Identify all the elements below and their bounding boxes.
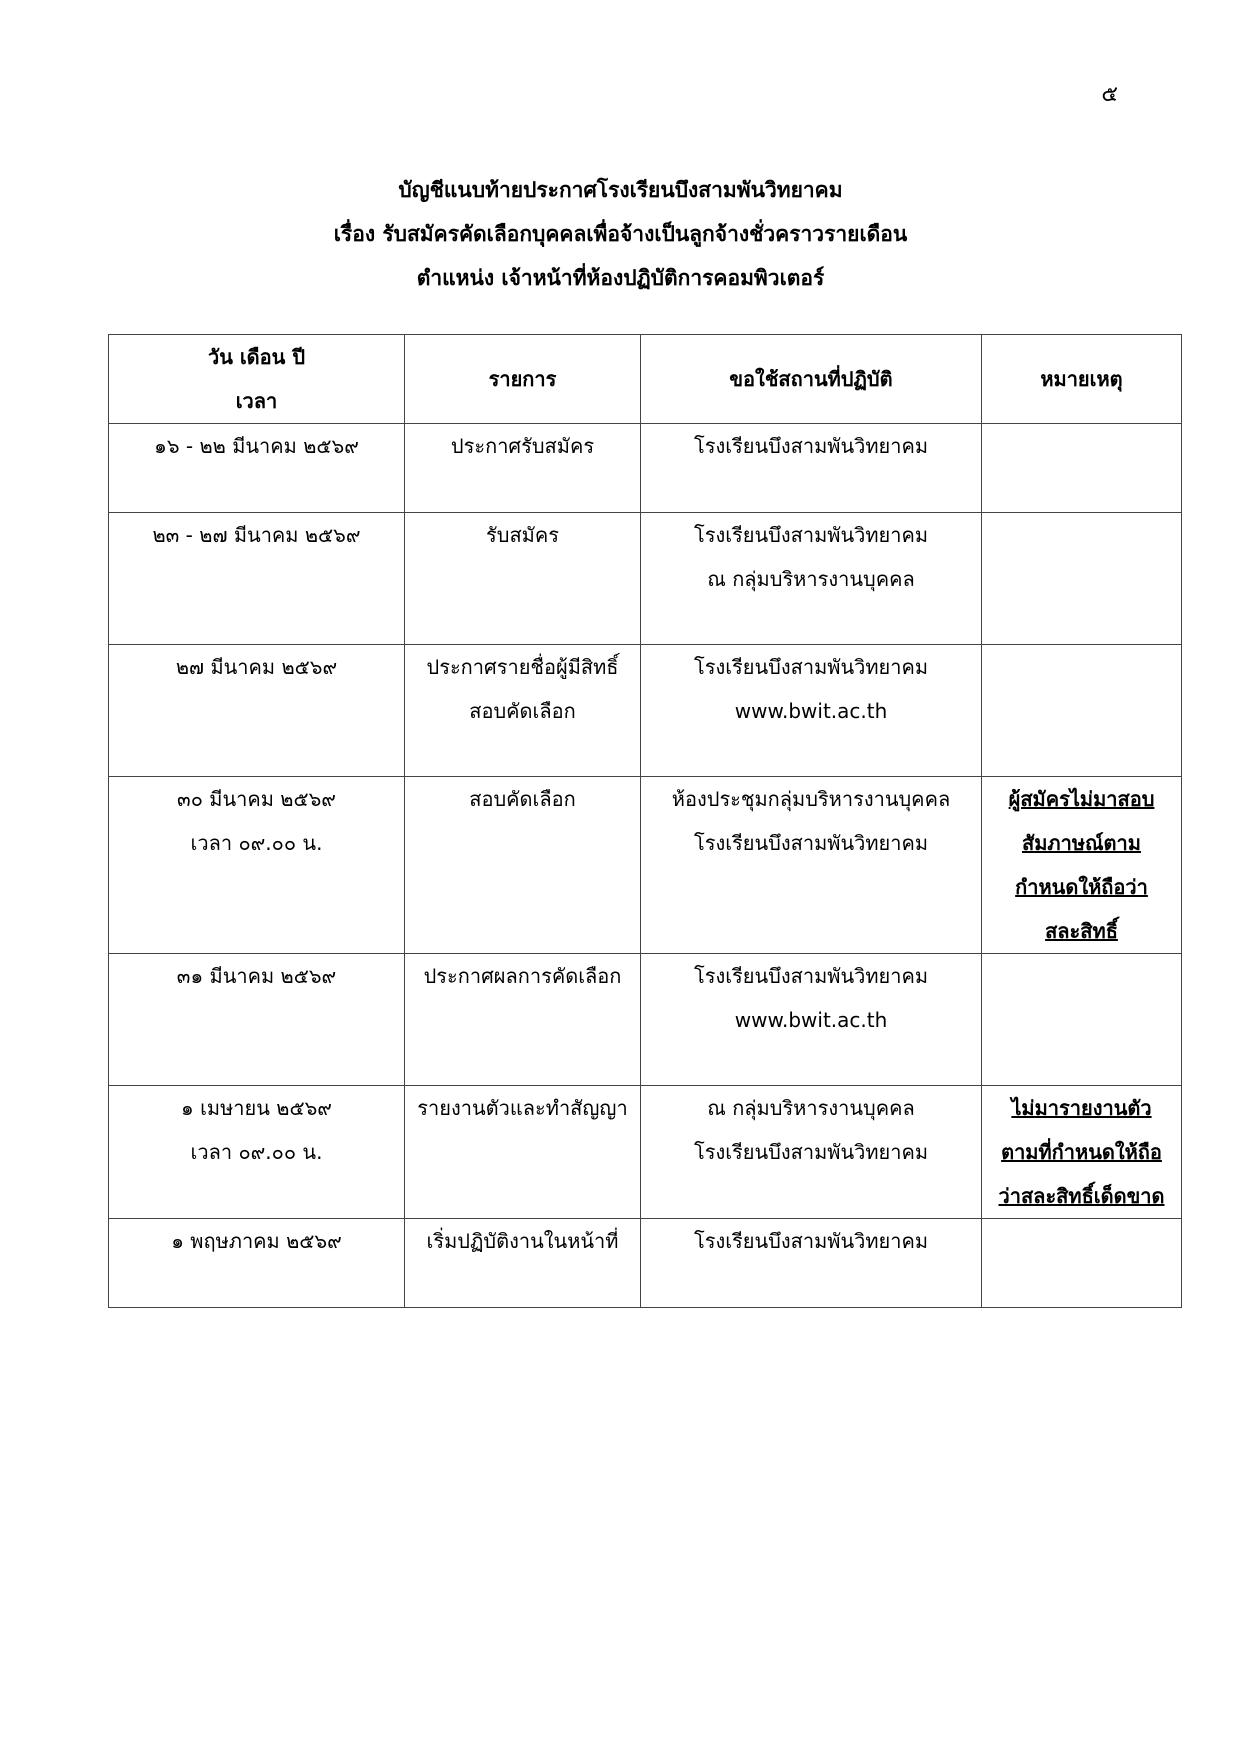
date-line: ๒๗ มีนาคม ๒๕๖๙ <box>175 655 338 679</box>
date-line: ๑ เมษายน ๒๕๖๙ <box>181 1096 332 1120</box>
item-line: รายงานตัวและทำสัญญา <box>417 1096 628 1120</box>
cell-date <box>109 645 405 777</box>
cell-note <box>982 954 1182 1086</box>
item-line: รับสมัคร <box>486 523 559 547</box>
cell-place <box>641 645 982 777</box>
header-date-line-2: เวลา <box>235 389 278 413</box>
header-date-line-1: วัน เดือน ปี <box>207 345 306 369</box>
place-line: ห้องประชุมกลุ่มบริหารงานบุคคล <box>671 787 951 811</box>
place-line: โรงเรียนบึงสามพันวิทยาคม <box>693 964 929 988</box>
date-line: ๑ พฤษภาคม ๒๕๖๙ <box>171 1229 342 1253</box>
title-line-2: เรื่อง รับสมัครคัดเลือกบุคคลเพื่อจ้างเป็นลูกจ้างชั่วคราวรายเดือน <box>333 222 908 246</box>
table-row <box>109 513 1182 645</box>
cell-date <box>109 1086 405 1219</box>
place-line: ณ กลุ่มบริหารงานบุคคล <box>707 1096 915 1120</box>
header-row <box>109 335 1182 424</box>
place-line: โรงเรียนบึงสามพันวิทยาคม <box>693 1229 929 1253</box>
cell-item <box>405 954 641 1086</box>
place-line: โรงเรียนบึงสามพันวิทยาคม <box>693 655 929 679</box>
cell-place <box>641 954 982 1086</box>
header-note: หมายเหตุ <box>982 335 1182 424</box>
date-line: ๓๑ มีนาคม ๒๕๖๙ <box>176 964 337 988</box>
item-line: สอบคัดเลือก <box>469 699 576 723</box>
cell-item <box>405 645 641 777</box>
item-line: ประกาศรับสมัคร <box>450 434 595 458</box>
header-date <box>109 335 405 424</box>
cell-item <box>405 1219 641 1308</box>
table-row <box>109 954 1182 1086</box>
cell-note <box>982 513 1182 645</box>
date-line: ๓๐ มีนาคม ๒๕๖๙ <box>177 787 336 811</box>
place-website: www.bwit.ac.th <box>734 699 888 723</box>
place-line: โรงเรียนบึงสามพันวิทยาคม <box>693 434 929 458</box>
table-row <box>109 645 1182 777</box>
cell-date <box>109 777 405 954</box>
table-row <box>109 1219 1182 1308</box>
page-number: ๕ <box>1101 82 1118 107</box>
date-line: ๒๓ - ๒๗ มีนาคม ๒๕๖๙ <box>152 523 361 547</box>
table-row <box>109 1086 1182 1219</box>
note-line: ว่าสละสิทธิ์เด็ดขาด <box>998 1184 1165 1208</box>
document-title <box>0 168 1241 300</box>
cell-item <box>405 424 641 513</box>
note-line: สัมภาษณ์ตาม <box>1022 831 1141 855</box>
item-line: ประกาศรายชื่อผู้มีสิทธิ์ <box>426 655 619 679</box>
place-line: ณ กลุ่มบริหารงานบุคคล <box>707 567 915 591</box>
cell-note <box>982 1086 1182 1219</box>
cell-note <box>982 645 1182 777</box>
time-line: เวลา ๐๙.๐๐ น. <box>190 831 323 855</box>
schedule-table <box>108 334 1182 1308</box>
note-line: ผู้สมัครไม่มาสอบ <box>1008 787 1155 811</box>
cell-place <box>641 513 982 645</box>
title-line-1: บัญชีแนบท้ายประกาศโรงเรียนบึงสามพันวิทยาคม <box>398 178 843 202</box>
cell-note <box>982 777 1182 954</box>
cell-note <box>982 1219 1182 1308</box>
cell-date <box>109 424 405 513</box>
header-place: ขอใช้สถานที่ปฏิบัติ <box>641 335 982 424</box>
cell-item <box>405 513 641 645</box>
place-line: โรงเรียนบึงสามพันวิทยาคม <box>693 523 929 547</box>
cell-note <box>982 424 1182 513</box>
cell-date <box>109 954 405 1086</box>
time-line: เวลา ๐๙.๐๐ น. <box>190 1140 323 1164</box>
item-line: เริ่มปฏิบัติงานในหน้าที่ <box>426 1229 619 1253</box>
note-line: กำหนดให้ถือว่า <box>1015 875 1148 899</box>
note-line: สละสิทธิ์ <box>1045 919 1118 943</box>
item-line: ประกาศผลการคัดเลือก <box>423 964 622 988</box>
note-line: ตามที่กำหนดให้ถือ <box>1001 1140 1162 1164</box>
place-website: www.bwit.ac.th <box>734 1008 888 1032</box>
place-line: โรงเรียนบึงสามพันวิทยาคม <box>693 831 929 855</box>
cell-place <box>641 777 982 954</box>
cell-place <box>641 424 982 513</box>
place-line: โรงเรียนบึงสามพันวิทยาคม <box>693 1140 929 1164</box>
header-item: รายการ <box>405 335 641 424</box>
cell-item <box>405 777 641 954</box>
title-line-3: ตำแหน่ง เจ้าหน้าที่ห้องปฏิบัติการคอมพิวเตอร์ <box>416 266 825 290</box>
cell-item <box>405 1086 641 1219</box>
cell-place <box>641 1219 982 1308</box>
table-row <box>109 424 1182 513</box>
date-line: ๑๖ - ๒๒ มีนาคม ๒๕๖๙ <box>154 434 359 458</box>
cell-date <box>109 513 405 645</box>
cell-place <box>641 1086 982 1219</box>
cell-date <box>109 1219 405 1308</box>
table-row <box>109 777 1182 954</box>
note-line: ไม่มารายงานตัว <box>1011 1096 1152 1120</box>
item-line: สอบคัดเลือก <box>469 787 576 811</box>
